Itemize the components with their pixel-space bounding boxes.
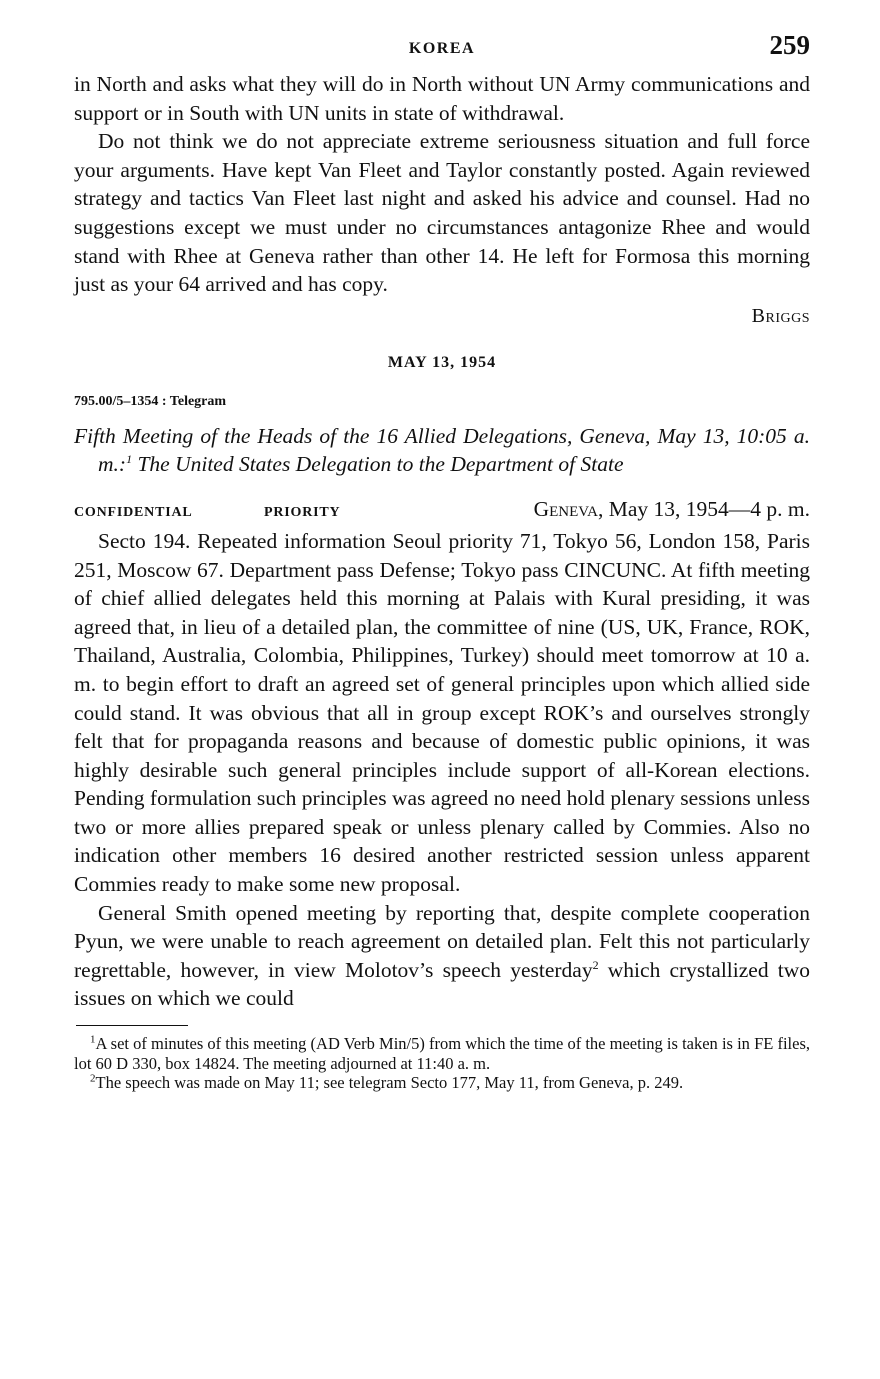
continued-paragraph: in North and asks what they will do in North without UN Army communications and support or in South with UN units in state of withdrawal. — [74, 72, 810, 125]
body-paragraph — [74, 899, 810, 1013]
footnote-text: The speech was made on May 11; see telegram Secto 177, May 11, from Geneva, p. 249. — [95, 1073, 684, 1093]
footnote-divider — [76, 1025, 188, 1026]
title-text-cont: The United States Delegation to the Department of State — [132, 452, 624, 477]
page-header — [74, 30, 810, 70]
footnote-mark: 2 — [90, 1072, 96, 1085]
document-title — [74, 422, 810, 479]
paragraph-text: General Smith opened meeting by reporting that, despite complete cooperation Pyun, we were unable to reach agreement on detailed plan. Felt this not particularly regrettable, however, in view Molotov’s speech yesterday — [74, 900, 810, 982]
paragraph-text-cont: which crystallized two issues on which we could — [74, 957, 810, 1011]
place: Geneva — [533, 496, 598, 521]
running-head: KOREA — [408, 40, 476, 57]
place-date — [534, 497, 810, 522]
date-time: , May 13, 1954—4 p. m. — [597, 496, 810, 521]
document-page — [74, 30, 810, 1093]
priority-label: PRIORITY — [264, 504, 341, 520]
signature: Briggs — [751, 304, 810, 327]
title-text: Fifth Meeting of the Heads of the 16 Allied Delegations, Geneva, May 13, 10:05 a. m.: — [74, 423, 810, 477]
footnote-ref-1: 1 — [126, 452, 133, 467]
footnote-mark: 1 — [90, 1033, 96, 1046]
body-paragraph: Do not think we do not appreciate extreme seriousness situation and full force your arguments. Have kept Van Fleet and Taylor constantly posted. Again reviewed strategy and tactics Van Fleet last night and asked his advice and counsel. Had no suggestions except we must under no circumstances antagonize Rhee and would stand with Rhee at Geneva rather than other 14. He left for Formosa this morning just as your 64 arrived and has copy. — [74, 129, 810, 297]
body-paragraph: Secto 194. Repeated information Seoul priority 71, Tokyo 56, London 158, Paris 251, Moscow 67. Department pass Defense; Tokyo pass CINCUNC. At fifth meeting of chief allied delegates held this morning at Palais with Kural presiding, it was agreed that, in lieu of a detailed plan, the committee of nine (US, UK, France, ROK, Thailand, Australia, Colombia, Philippines, Turkey) should meet tomorrow at 10 a. m. to begin effort to draft an agreed set of general principles upon which allied side could stand. It was obvious that all in group except ROK’s and ourselves strongly felt that for propaganda reasons and because of domestic public opinions, it was highly desirable such general principles include support of all-Korean elections. Pending formulation such principles was agreed no need hold plenary sessions unless two or more allies prepared speak or unless plenary called by Commies. Also no indication other members 16 desired another restricted session unless apparent Commies ready to make some new proposal. — [74, 528, 810, 897]
footnote-text: A set of minutes of this meeting (AD Verb Min/5) from which the time of the meeting is taken is in FE files, lot 60 D 330, box 14824. The meeting adjourned at 11:40 a. m. — [74, 1034, 810, 1073]
classification-line — [74, 497, 810, 527]
footnote-ref-2: 2 — [592, 957, 599, 972]
date-heading: MAY 13, 1954 — [387, 353, 497, 371]
classification-label: CONFIDENTIAL — [74, 504, 193, 520]
footnote — [74, 1034, 810, 1073]
file-number: 795.00/5–1354 : Telegram — [74, 393, 227, 409]
footnote — [74, 1073, 810, 1093]
page-number: 259 — [769, 30, 810, 60]
